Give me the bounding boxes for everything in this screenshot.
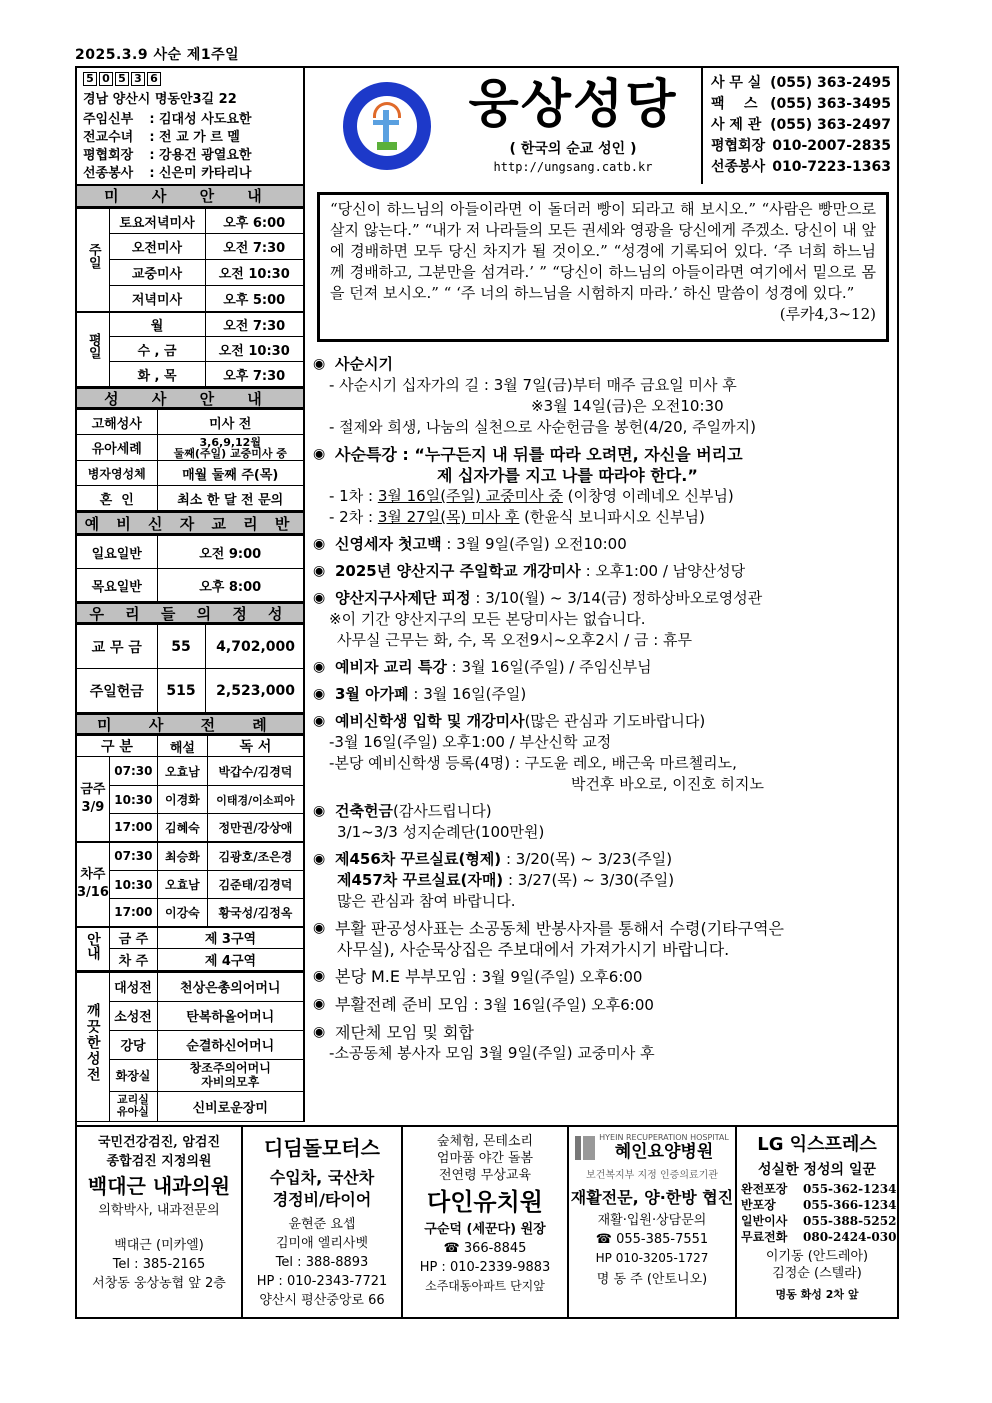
staff-row: 평협회장 : 강용건 광열요한 xyxy=(83,148,252,163)
parish-logo-icon xyxy=(343,82,431,170)
phone-row: 일반이사 055-388-5252 xyxy=(741,1214,897,1228)
announcement-line: - 절제와 희생, 나눔의 실천으로 사순헌금을 봉헌(4/20, 주일까지) xyxy=(329,418,756,436)
contact-label: 선종봉사 xyxy=(711,159,766,175)
contact-value: (055) 363-2495 xyxy=(770,75,891,91)
radio-bullet-icon: ◉ xyxy=(313,590,326,606)
mass-name: 저녁미사 xyxy=(109,286,205,312)
announcement-line: 3/1~3/3 성지순례단(100만원) xyxy=(337,823,545,841)
cleaning-group: 순결하신어머니 xyxy=(157,1030,303,1059)
phone-row: 무료전화 080-2424-030 xyxy=(741,1230,897,1244)
guide-week: 금 주 xyxy=(109,927,157,949)
bulletin-frame xyxy=(75,66,899,1319)
announcement-item: ◉ 본당 M.E 부부모임 : 3월 9일(주일) 오후6:00 xyxy=(313,967,643,986)
sacrament-name: 유아세례 xyxy=(77,435,157,461)
parish-url-link[interactable]: http://ungsang.catb.kr xyxy=(493,160,653,174)
staff-role: 주임신부 xyxy=(83,112,134,127)
staff-role: 평협회장 xyxy=(83,148,134,163)
staff-list xyxy=(83,111,297,183)
announcements xyxy=(313,354,897,1070)
announcement-item: ◉ 제456차 꾸르실료(형제) : 3/20(목) ~ 3/23(주일) 제457차 꾸르실료(자매) : 3/27(목) ~ 3/30(주일) 많은 관심과 참여 바랍니다. xyxy=(313,849,897,912)
announcement-item: ◉ 부활 판공성사표는 소공동체 반봉사자를 통해서 수령(기타구역은 사무실), 사순묵상집은 주보대에서 가져가시기 바랍니다. xyxy=(313,918,897,960)
commentator: 최승화 xyxy=(157,842,207,871)
announcement-line: -소공동체 봉사자 모임 3월 9일(주일) 교중미사 후 xyxy=(329,1044,655,1062)
contact-value: 010-7223-1363 xyxy=(772,159,891,175)
contact-label: 팩 스 xyxy=(711,96,758,112)
contact-list xyxy=(705,68,897,184)
cleaning-label: 깨끗한성전 xyxy=(77,972,109,1121)
mass-time: 07:30 xyxy=(109,842,157,871)
contact-row xyxy=(711,115,891,136)
column-header: 독 서 xyxy=(207,736,303,757)
announcement-line: 박건후 바오로, 이진호 히지노 xyxy=(571,775,764,793)
readers: 김준태/김경덕 xyxy=(207,871,303,899)
mass-time: 오후 6:00 xyxy=(205,209,303,234)
class-time: 오후 8:00 xyxy=(157,569,303,602)
staff-role: 선종봉사 xyxy=(83,166,134,181)
offering-name: 주일헌금 xyxy=(77,669,157,713)
sacrament-value: 최소 한 달 전 문의 xyxy=(157,486,303,511)
week-label: 차주 3/16 xyxy=(77,842,109,927)
mass-time: 오전 10:30 xyxy=(205,337,303,362)
address: 경남 양산시 명동안3길 22 xyxy=(83,92,237,107)
offering-count: 515 xyxy=(157,669,205,713)
readers: 황국성/김정옥 xyxy=(207,899,303,927)
announcement-line: 제 십자가를 지고 나를 따라야 한다.” xyxy=(437,466,698,485)
postal-code xyxy=(83,72,297,86)
announcement-line: ※3월 14일(금)은 오전10:30 xyxy=(531,397,724,415)
zip-digit: 3 xyxy=(131,72,145,86)
catechumen-table xyxy=(77,535,303,602)
staff-row: 주임신부 : 김대성 사도요한 xyxy=(83,112,252,127)
commentator: 김혜숙 xyxy=(157,814,207,842)
ad-moving: LG 익스프레스 성실한 정성의 일꾼 완전포장 055-362-1234 반포장 055-366-1234 일반이사 055-388-5252 무료전화 080-2424-030 이기동 (안드레아) 김정순 (스텔라) 명동 화성 2차 앞 xyxy=(737,1127,897,1317)
radio-bullet-icon: ◉ xyxy=(313,563,326,579)
week-label: 금주 3/9 xyxy=(77,757,109,842)
staff-name: 신은미 카타리나 xyxy=(159,166,252,181)
radio-bullet-icon: ◉ xyxy=(313,803,326,819)
commentator: 오효남 xyxy=(157,757,207,786)
commentator: 오효남 xyxy=(157,871,207,899)
announcement-item: ◉ 3월 아가페 : 3월 16일(주일) xyxy=(313,685,527,703)
offering-amount: 4,702,000 xyxy=(205,625,303,669)
contact-row xyxy=(711,94,891,115)
mass-time: 오전 7:30 xyxy=(205,312,303,337)
contact-row xyxy=(711,136,891,157)
radio-bullet-icon: ◉ xyxy=(313,920,326,936)
readers: 박갑수/김경덕 xyxy=(207,757,303,786)
cleaning-place: 화장실 xyxy=(109,1059,157,1091)
ad-clinic: 국민건강검진, 암검진 종합검진 지정의원 백대근 내과의원 의학박사, 내과전문의 백대근 (미카엘) Tel : 385-2165 서창동 웅상농협 앞 2층 xyxy=(77,1127,243,1317)
class-name: 일요일반 xyxy=(77,536,157,569)
cleaning-place: 강당 xyxy=(109,1030,157,1059)
announcement-line: - 사순시기 십자가의 길 : 3월 7일(금)부터 매주 금요일 미사 후 xyxy=(329,376,737,394)
cleaning-table xyxy=(77,971,303,1122)
announcement-item: ◉ 사순특강 : “누구든지 내 뒤를 따라 오려면, 자신을 버리고 제 십자가를 지고 나를 따라야 한다.” - 1차 : 3월 16일(주일) 교중미사 중 (이창영 이레네오 신부님) - 2차 : 3월 27일(목) 미사 후 (한윤식 보니파시오 신부님) xyxy=(313,444,897,528)
announcement-line: - 2차 : 3월 27일(목) 미사 후 (한윤식 보니파시오 신부님) xyxy=(329,508,705,526)
liturgy-heading: 미 사 전 례 xyxy=(77,713,303,735)
radio-bullet-icon: ◉ xyxy=(313,446,326,462)
mass-time: 07:30 xyxy=(109,757,157,786)
sacrament-name: 혼 인 xyxy=(77,486,157,511)
guide-zone: 제 4구역 xyxy=(157,949,303,971)
announcement-line: - 1차 : 3월 16일(주일) 교중미사 중 (이창영 이레네오 신부님) xyxy=(329,487,734,505)
mass-time: 17:00 xyxy=(109,814,157,842)
sacrament-guide-heading: 성 사 안 내 xyxy=(77,387,303,409)
zip-digit: 5 xyxy=(115,72,129,86)
mass-name: 토요저녁미사 xyxy=(109,209,205,234)
sacrament-table xyxy=(77,409,303,511)
contact-label: 사 무 실 xyxy=(711,75,762,91)
quote-text: “당신이 하느님의 아들이라면 이 돌더러 빵이 되라고 해 보시오.” “사람은 빵만으로 살지 않는다.” “내가 저 나라들의 모든 권세와 영광을 당신에게 주겠소. 당신이 내 앞에 경배하면 모두 당신 차지가 될 것이오.” “성경에 기록되어 있다. ‘주 너희 하느님께 경배하고, 그분만을 섬겨라.’ ” “당신이 하느님의 아들이라면 여기에서 밑으로 몸을 던져 보시오.” “ ‘주 너의 하느님을 시험하지 마라.’ 하신 말씀이 성경에 있다.” xyxy=(330,200,876,302)
mass-guide-table xyxy=(77,208,303,387)
zip-digit: 5 xyxy=(83,72,97,86)
parish-subtitle: ( 한국의 순교 성인 ) xyxy=(509,141,637,157)
announcement-line: 많은 관심과 참여 바랍니다. xyxy=(337,892,516,910)
staff-role: 전교수녀 xyxy=(83,130,134,145)
sacrament-value: 미사 전 xyxy=(157,410,303,435)
readers: 김광호/조은경 xyxy=(207,842,303,871)
zip-digit: 6 xyxy=(147,72,161,86)
left-column xyxy=(77,184,305,1122)
announcement-line: -본당 예비신학생 등록(4명) : 구도윤 레오, 배근욱 마르첼리노, xyxy=(329,754,737,772)
sacrament-value: 3,6,9,12월 둘째(주일) 교중미사 중 xyxy=(157,435,303,461)
sacrament-name: 병자영성체 xyxy=(77,461,157,486)
cleaning-group: 창조주의어머니 자비의모후 xyxy=(157,1059,303,1091)
parish-info xyxy=(77,68,305,184)
guide-week: 차 주 xyxy=(109,949,157,971)
contact-value: (055) 363-2497 xyxy=(770,117,891,133)
mass-time: 10:30 xyxy=(109,871,157,899)
mass-name: 교중미사 xyxy=(109,260,205,286)
contact-row xyxy=(711,157,891,178)
announcement-item: ◉ 양산지구사제단 피정 : 3/10(월) ~ 3/14(금) 정하상바오로영성관 ※이 기간 양산지구의 모든 본당미사는 없습니다. 사무실 근무는 화, 수, 목 오전9시~오후2시 / 금 : 휴무 xyxy=(313,588,897,651)
announcement-item: ◉ 사순시기 - 사순시기 십자가의 길 : 3월 7일(금)부터 매주 금요일 미사 후 ※3월 14일(금)은 오전10:30 - 절제와 희생, 나눔의 실천으로 사순헌금을 봉헌(4/20, 주일까지) xyxy=(313,354,897,438)
mass-time: 오전 10:30 xyxy=(205,260,303,286)
contact-value: (055) 363-3495 xyxy=(770,96,891,112)
offering-name: 교 무 금 xyxy=(77,625,157,669)
radio-bullet-icon: ◉ xyxy=(313,968,326,984)
column-header: 구 분 xyxy=(77,736,157,757)
issue-date: 2025.3.9 사순 제1주일 xyxy=(75,47,240,63)
cleaning-group: 탄복하올어머니 xyxy=(157,1001,303,1030)
phone-row: 반포장 055-366-1234 xyxy=(741,1198,897,1212)
radio-bullet-icon: ◉ xyxy=(313,1024,326,1040)
announcement-item: ◉ 예비자 교리 특강 : 3월 16일(주일) / 주임신부님 xyxy=(313,658,652,676)
weekday-label: 평일 xyxy=(77,312,109,387)
mass-guide-heading: 미 사 안 내 xyxy=(77,186,303,208)
mass-time: 오후 7:30 xyxy=(205,362,303,387)
sacrament-name: 고해성사 xyxy=(77,410,157,435)
radio-bullet-icon: ◉ xyxy=(313,536,326,552)
offering-count: 55 xyxy=(157,625,205,669)
advertisements xyxy=(77,1125,897,1317)
masthead xyxy=(307,68,703,184)
contact-label: 사 제 관 xyxy=(711,117,762,133)
radio-bullet-icon: ◉ xyxy=(313,996,326,1012)
column-header: 해설 xyxy=(157,736,207,757)
announcement-line: 사무실), 사순묵상집은 주보대에서 가져가시기 바랍니다. xyxy=(337,940,730,959)
announcement-item: ◉ 2025년 양산지구 주일학교 개강미사 : 오후1:00 / 남양산성당 xyxy=(313,562,746,580)
ad-motors: 디딤돌모터스 수입차, 국산차 경정비/타이어 윤현준 요셉 김미애 엘리사벳 Tel : 388-8893 HP : 010-2343-7721 양산시 평산중앙로 66 xyxy=(243,1127,403,1317)
offerings-heading: 우 리 들 의 정 성 xyxy=(77,602,303,624)
radio-bullet-icon: ◉ xyxy=(313,356,326,372)
readers: 정만권/강상애 xyxy=(207,814,303,842)
mass-name: 화 , 목 xyxy=(109,362,205,387)
mass-name: 수 , 금 xyxy=(109,337,205,362)
announcement-item: ◉ 예비신학생 입학 및 개강미사(많은 관심과 기도바랍니다) -3월 16일(주일) 오후1:00 / 부산신학 교정 -본당 예비신학생 등록(4명) : 구도윤 레오, 배근욱 마르첼리노, 박건후 바오로, 이진호 히지노 xyxy=(313,711,897,795)
mass-time: 오후 5:00 xyxy=(205,286,303,312)
radio-bullet-icon: ◉ xyxy=(313,659,326,675)
cleaning-group: 천상은총의어머니 xyxy=(157,972,303,1001)
announcement-line: 사무실 근무는 화, 수, 목 오전9시~오후2시 / 금 : 휴무 xyxy=(337,631,693,649)
announcement-item: ◉ 부활전례 준비 모임 : 3월 16일(주일) 오후6:00 xyxy=(313,995,654,1014)
contact-row xyxy=(711,73,891,94)
parish-title: 웅상성당 xyxy=(468,75,678,135)
offering-amount: 2,523,000 xyxy=(205,669,303,713)
staff-row: 선종봉사 : 신은미 카타리나 xyxy=(83,166,252,181)
radio-bullet-icon: ◉ xyxy=(313,851,326,867)
mass-name: 월 xyxy=(109,312,205,337)
announcement-line: ※이 기간 양산지구의 모든 본당미사는 없습니다. xyxy=(329,610,646,628)
class-time: 오전 9:00 xyxy=(157,536,303,569)
announcement-item: ◉ 제단체 모임 및 회합 -소공동체 봉사자 모임 3월 9일(주일) 교중미사 후 xyxy=(313,1022,897,1064)
radio-bullet-icon: ◉ xyxy=(313,686,326,702)
readers: 이태경/이소피아 xyxy=(207,786,303,814)
staff-name: 강용건 광열요한 xyxy=(159,148,252,163)
mass-time: 10:30 xyxy=(109,786,157,814)
radio-bullet-icon: ◉ xyxy=(313,713,326,729)
commentator: 이강숙 xyxy=(157,899,207,927)
offerings-table xyxy=(77,624,303,713)
staff-row: 전교수녀 : 전 교 가 르 멜 xyxy=(83,130,240,145)
ad-hospital: HYEIN RECUPERATION HOSPITAL 혜인요양병원 보건복지부 지정 인증의료기관 재활전문, 양·한방 협진 재활·입원·상담문의 ☎ 055-385-7551 HP 010-3205-1727 명 동 주 (안토니오) xyxy=(569,1127,737,1317)
announcement-item: ◉ 신영세자 첫고백 : 3월 9일(주일) 오전10:00 xyxy=(313,535,627,553)
cleaning-place: 대성전 xyxy=(109,972,157,1001)
contact-value: 010-2007-2835 xyxy=(772,138,891,154)
staff-name: 김대성 사도요한 xyxy=(159,112,252,127)
phone-row: 완전포장 055-362-1234 xyxy=(741,1182,897,1196)
guide-label: 안내 xyxy=(77,927,109,971)
hospital-logo-icon: HYEIN RECUPERATION HOSPITAL 혜인요양병원 xyxy=(569,1133,735,1162)
announcement-item: ◉ 건축헌금(감사드립니다) 3/1~3/3 성지순례단(100만원) xyxy=(313,801,897,843)
mass-time: 오전 7:30 xyxy=(205,234,303,260)
ad-kindergarten: 숲체험, 몬테소리 엄마품 야간 돌봄 전연령 무상교육 다인유치원 구순덕 (세꾼다) 원장 ☎ 366-8845 HP : 010-2339-9883 소주대동아파트 단지앞 xyxy=(403,1127,569,1317)
quote-citation: (루카4,3~12) xyxy=(779,305,876,323)
staff-name: 전 교 가 르 멜 xyxy=(159,130,240,145)
zip-digit: 0 xyxy=(99,72,113,86)
cleaning-place: 소성전 xyxy=(109,1001,157,1030)
class-name: 목요일반 xyxy=(77,569,157,602)
mass-time: 17:00 xyxy=(109,899,157,927)
sacrament-value: 매월 둘째 주(목) xyxy=(157,461,303,486)
cleaning-place: 교리실 유아실 xyxy=(109,1091,157,1121)
contact-label: 평협회장 xyxy=(711,138,766,154)
liturgy-table xyxy=(77,735,303,971)
mass-name: 오전미사 xyxy=(109,234,205,260)
gospel-quote xyxy=(317,192,889,342)
catechumen-heading: 예 비 신 자 교 리 반 xyxy=(77,511,303,535)
sunday-label: 주일 xyxy=(77,209,109,312)
commentator: 이경화 xyxy=(157,786,207,814)
guide-zone: 제 3구역 xyxy=(157,927,303,949)
cleaning-group: 신비로운장미 xyxy=(157,1091,303,1121)
announcement-line: -3월 16일(주일) 오후1:00 / 부산신학 교정 xyxy=(329,733,612,751)
